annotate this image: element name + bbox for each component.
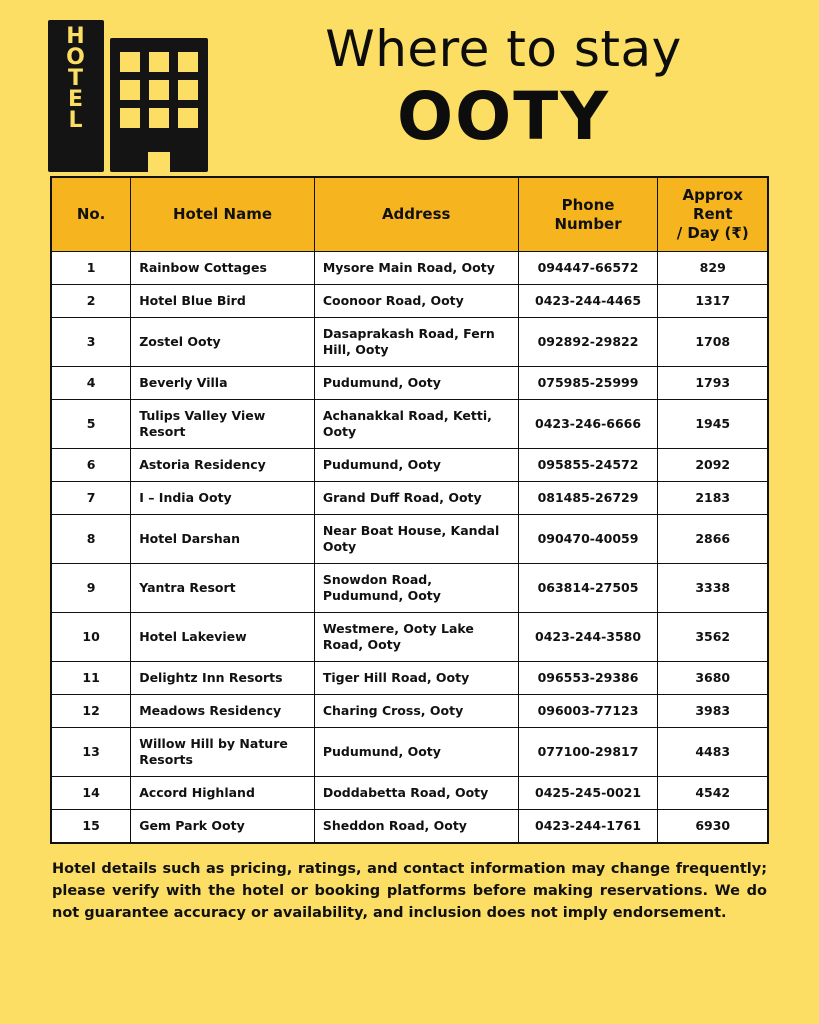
title-location: OOTY: [396, 78, 611, 155]
poster-header: [0, 0, 819, 168]
cell-rent: 2866: [658, 515, 768, 564]
cell-no: 1: [52, 252, 131, 285]
cell-no: 9: [52, 564, 131, 613]
title-primary: Where to stay: [325, 20, 682, 78]
cell-address: Westmere, Ooty Lake Road, Ooty: [314, 613, 518, 662]
table-row: [52, 400, 768, 449]
table-row: [52, 449, 768, 482]
cell-hotel-name: Hotel Darshan: [131, 515, 315, 564]
cell-phone: 092892-29822: [518, 318, 658, 367]
table-body: [52, 252, 768, 843]
cell-rent: 4542: [658, 777, 768, 810]
cell-address: Tiger Hill Road, Ooty: [314, 662, 518, 695]
cell-hotel-name: I – India Ooty: [131, 482, 315, 515]
window-cell: [149, 80, 169, 100]
cell-phone: 096003-77123: [518, 695, 658, 728]
cell-no: 14: [52, 777, 131, 810]
cell-address: Achanakkal Road, Ketti, Ooty: [314, 400, 518, 449]
cell-address: Doddabetta Road, Ooty: [314, 777, 518, 810]
cell-no: 5: [52, 400, 131, 449]
table-row: [52, 252, 768, 285]
window-cell: [178, 52, 198, 72]
cell-rent: 829: [658, 252, 768, 285]
hotel-main-block: [110, 38, 208, 172]
cell-rent: 3983: [658, 695, 768, 728]
cell-rent: 4483: [658, 728, 768, 777]
table-header: [52, 178, 768, 252]
cell-phone: 077100-29817: [518, 728, 658, 777]
hotels-table-container: [50, 176, 769, 844]
cell-rent: 6930: [658, 810, 768, 843]
window-cell: [149, 108, 169, 128]
cell-address: Pudumund, Ooty: [314, 449, 518, 482]
cell-phone: 094447-66572: [518, 252, 658, 285]
table-row: [52, 482, 768, 515]
cell-hotel-name: Delightz Inn Resorts: [131, 662, 315, 695]
cell-rent: 1945: [658, 400, 768, 449]
cell-phone: 0423-244-1761: [518, 810, 658, 843]
cell-no: 15: [52, 810, 131, 843]
column-header-phone-line1: Phone: [561, 195, 615, 214]
cell-no: 6: [52, 449, 131, 482]
cell-address: Sheddon Road, Ooty: [314, 810, 518, 843]
hotel-sign-tower: [48, 20, 104, 172]
cell-hotel-name: Rainbow Cottages: [131, 252, 315, 285]
cell-address: Pudumund, Ooty: [314, 367, 518, 400]
cell-address: Coonoor Road, Ooty: [314, 285, 518, 318]
column-header-no: No.: [52, 178, 131, 252]
cell-address: Charing Cross, Ooty: [314, 695, 518, 728]
cell-address: Snowdon Road, Pudumund, Ooty: [314, 564, 518, 613]
cell-hotel-name: Hotel Blue Bird: [131, 285, 315, 318]
window-cell: [178, 80, 198, 100]
cell-phone: 0423-246-6666: [518, 400, 658, 449]
cell-phone: 081485-26729: [518, 482, 658, 515]
window-cell: [120, 80, 140, 100]
cell-rent: 3338: [658, 564, 768, 613]
cell-phone: 075985-25999: [518, 367, 658, 400]
cell-hotel-name: Willow Hill by Nature Resorts: [131, 728, 315, 777]
table-row: [52, 728, 768, 777]
window-cell: [120, 52, 140, 72]
table-row: [52, 515, 768, 564]
cell-no: 2: [52, 285, 131, 318]
hotel-building-icon: [48, 20, 218, 175]
column-header-rent-line1: Approx Rent: [682, 186, 743, 223]
cell-address: Dasaprakash Road, Fern Hill, Ooty: [314, 318, 518, 367]
column-header-phone-line2: Number: [554, 214, 622, 233]
table-row: [52, 662, 768, 695]
column-header-hotel-name: Hotel Name: [131, 178, 315, 252]
column-header-address: Address: [314, 178, 518, 252]
cell-hotel-name: Tulips Valley View Resort: [131, 400, 315, 449]
cell-address: Pudumund, Ooty: [314, 728, 518, 777]
cell-no: 3: [52, 318, 131, 367]
cell-phone: 0423-244-3580: [518, 613, 658, 662]
table-row: [52, 613, 768, 662]
hotel-sign-text: H O T E L: [66, 24, 86, 133]
table-row: [52, 810, 768, 843]
hotel-windows: [110, 48, 208, 128]
cell-address: Grand Duff Road, Ooty: [314, 482, 518, 515]
column-header-rent-line2: / Day (₹): [676, 224, 749, 242]
table-row: [52, 777, 768, 810]
cell-rent: 1317: [658, 285, 768, 318]
cell-no: 7: [52, 482, 131, 515]
column-header-phone: [518, 178, 658, 252]
cell-hotel-name: Hotel Lakeview: [131, 613, 315, 662]
cell-rent: 3562: [658, 613, 768, 662]
cell-hotel-name: Astoria Residency: [131, 449, 315, 482]
window-cell: [120, 108, 140, 128]
cell-hotel-name: Meadows Residency: [131, 695, 315, 728]
cell-address: Near Boat House, Kandal Ooty: [314, 515, 518, 564]
cell-hotel-name: Yantra Resort: [131, 564, 315, 613]
cell-rent: 2183: [658, 482, 768, 515]
table-row: [52, 318, 768, 367]
cell-no: 8: [52, 515, 131, 564]
column-header-rent: [658, 178, 768, 252]
cell-rent: 2092: [658, 449, 768, 482]
cell-hotel-name: Zostel Ooty: [131, 318, 315, 367]
cell-rent: 1793: [658, 367, 768, 400]
cell-phone: 095855-24572: [518, 449, 658, 482]
cell-no: 4: [52, 367, 131, 400]
cell-address: Mysore Main Road, Ooty: [314, 252, 518, 285]
cell-phone: 090470-40059: [518, 515, 658, 564]
cell-phone: 0425-245-0021: [518, 777, 658, 810]
table-row: [52, 695, 768, 728]
cell-hotel-name: Accord Highland: [131, 777, 315, 810]
cell-no: 11: [52, 662, 131, 695]
cell-hotel-name: Gem Park Ooty: [131, 810, 315, 843]
table-row: [52, 367, 768, 400]
cell-rent: 1708: [658, 318, 768, 367]
table-row: [52, 564, 768, 613]
cell-phone: 0423-244-4465: [518, 285, 658, 318]
hotels-table: [51, 177, 768, 843]
cell-no: 13: [52, 728, 131, 777]
cell-no: 10: [52, 613, 131, 662]
table-header-row: [52, 178, 768, 252]
hotel-door: [148, 152, 170, 172]
cell-phone: 096553-29386: [518, 662, 658, 695]
page-title: [218, 14, 789, 154]
table-row: [52, 285, 768, 318]
cell-hotel-name: Beverly Villa: [131, 367, 315, 400]
cell-no: 12: [52, 695, 131, 728]
cell-rent: 3680: [658, 662, 768, 695]
cell-phone: 063814-27505: [518, 564, 658, 613]
disclaimer-text: Hotel details such as pricing, ratings, and contact information may change frequently; please verify with the hotel or booking platforms before making reservations. We do not guarantee accuracy or availability, and inclusion does not imply endorsement.: [52, 861, 767, 921]
window-cell: [149, 52, 169, 72]
window-cell: [178, 108, 198, 128]
